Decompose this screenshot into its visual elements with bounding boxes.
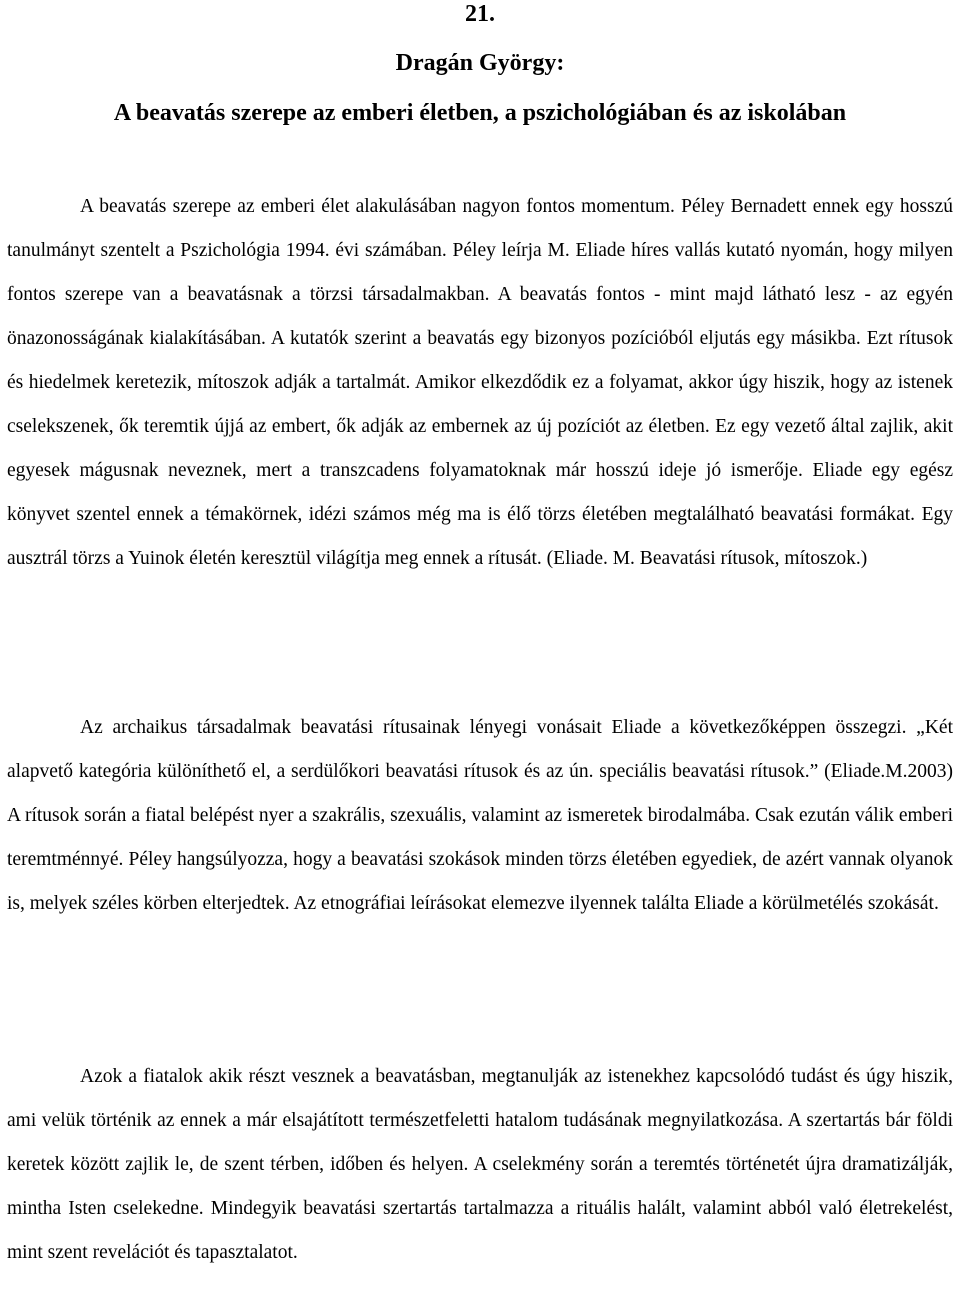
chapter-number: 21. [465,1,495,27]
paragraph-1: A beavatás szerepe az emberi élet alakulásában nagyon fontos momentum. Péley Bernadett ennek egy hosszú tanulmányt szentelt a Pszichológia 1994. évi számában. Péley leírja M. Eliade híres vallás kutató nyomán, hogy milyen fontos szerepe van a beavatásnak a törzsi társadalmakban. A beavatás fontos - mint majd látható lesz - az egyén önazonosságának kialakításában. A kutatók szerint a beavatás egy bizonyos pozícióból eljutás egy másikba. Ezt rítusok és hiedelmek keretezik, mítoszok adják a tartalmát. Amikor elkezdődik ez a folyamat, akkor úgy hiszik, hogy az istenek cselekszenek, ők teremtik újjá az embert, ők adják az embernek az új pozíciót az életben. Ez egy vezető által zajlik, akit egyesek mágusnak neveznek, mert a transzcadens folyamatoknak már hosszú ideje jó ismerője. Eliade egy egész könyvet szentel ennek a témakörnek, idézi számos még ma is élő törzs életében megtalálható beavatási formákat. Egy ausztrál törzs a Yuinok életén keresztül világítja meg ennek a rítusát. (Eliade. M. Beavatási rítusok, mítoszok.) [7,196,953,569]
paragraph-3: Azok a fiatalok akik részt vesznek a beavatásban, megtanulják az istenekhez kapcsolódó tudást és úgy hiszik, ami velük történik az ennek a már elsajátított természetfeletti hatalom tudásának megnyilatkozása. A szertartás bár földi keretek között zajlik le, de szent térben, időben és helyen. A cselekmény során a teremtés történetét újra dramatizálják, mintha Isten cselekedne. Mindegyik beavatási szertartás tartalmazza a rituális halált, valamint abból való életrekelést, mint szent revelációt és tapasztalatot. [7,1066,953,1263]
author-name: Dragán György: [395,50,565,76]
document-title: A beavatás szerepe az emberi életben, a pszichológiában és az iskolában [113,100,847,126]
paragraph-2: Az archaikus társadalmak beavatási rítusainak lényegi vonásait Eliade a következőképpen összegzi. „Két alapvető kategória különíthető el, a serdülőkori beavatási rítusok és az ún. speciális beavatási rítusok.” (Eliade.M.2003) A rítusok során a fiatal belépést nyer a szakrális, szexuális, valamint az ismeretek birodalmába. Csak ezután válik emberi teremtménnyé. Péley hangsúlyozza, hogy a beavatási szokások minden törzs életében egyediek, de azért vannak olyanok is, melyek széles körben elterjedtek. Az etnográfiai leírásokat elemezve ilyennek találta Eliade a körülmetélés szokását. [7,717,953,914]
